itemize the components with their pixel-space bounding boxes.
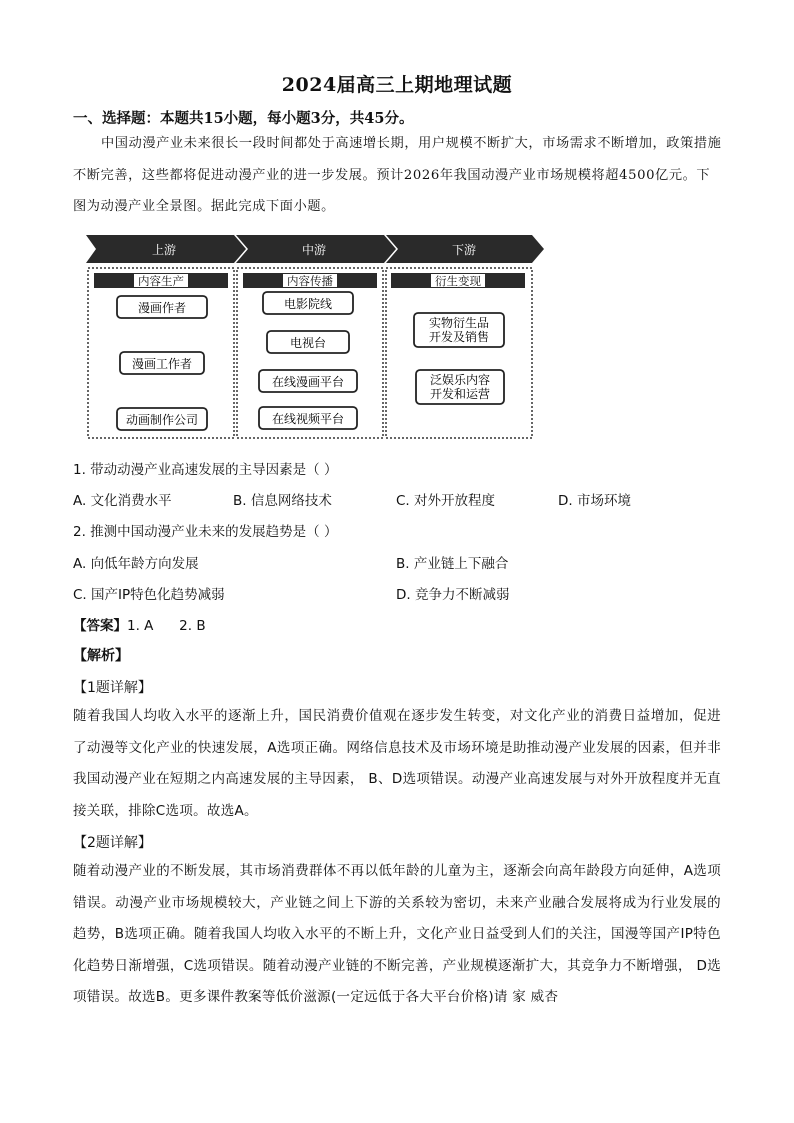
stage-label-midstream: 中游: [301, 243, 327, 257]
answer-tag: 【答案】: [73, 618, 127, 634]
question-2-option-b: B. 产业链上下融合: [396, 556, 509, 572]
question-2-option-c: C. 国产IP特色化趋势减弱: [73, 587, 225, 603]
svg-text:漫画工作者: 漫画工作者: [131, 357, 193, 371]
question-1-option-c: C. 对外开放程度: [396, 493, 496, 509]
intro-paragraph: 中国动漫产业未来很长一段时间都处于高速增长期，用户规模不断扩大，市场需求不断增加，政策措施不断完善，这些都将促进动漫产业的进一步发展。预计2026年我国动漫产业市场规模将超4500亿元。下图为动漫产业全景图。据此完成下面小题。: [73, 136, 722, 214]
header-label-midstream: 内容传播: [287, 274, 333, 288]
svg-text:电视台: 电视台: [289, 336, 327, 350]
svg-text:动画制作公司: 动画制作公司: [125, 413, 199, 427]
industry-chain-diagram: [86, 233, 546, 443]
header-label-upstream: 内容生产: [138, 274, 184, 288]
stage-label-upstream: 上游: [151, 243, 177, 257]
detail-2-text: 随着动漫产业的不断发展，其市场消费群体不再以低年龄的儿童为主，逐渐会向高年龄段方向延伸，A选项错误。动漫产业市场规模较大，产业链之间上下游的关系较为密切，未来产业融合发展将成为行业发展的趋势，B选项正确。随着我国人均收入水平的不断上升，文化产业日益受到人们的关注，国漫等国产IP特色化趋势日渐增强，C选项错误。随着动漫产业链的不断完善，产业规模逐渐扩大，其竞争力不断增强， D选项错误。故选B。更多课件教案等低价滋源(一定远低于各大平台价格)请 家 威杏: [73, 863, 721, 1005]
header-label-downstream: 衍生变现: [435, 274, 481, 288]
question-1-option-b: B. 信息网络技术: [233, 493, 332, 509]
section-heading: 一、选择题：本题共15小题，每小题3分，共45分。: [73, 110, 414, 127]
svg-text:开发和运营: 开发和运营: [429, 387, 491, 401]
question-1-option-a: A. 文化消费水平: [73, 493, 172, 509]
downstream-panel: [386, 268, 532, 438]
stage-label-downstream: 下游: [451, 243, 477, 257]
detail-2-label: 【2题详解】: [73, 835, 152, 851]
page-title: 2024届高三上期地理试题: [281, 74, 513, 96]
answer-line: [73, 614, 206, 634]
svg-text:在线视频平台: 在线视频平台: [271, 412, 345, 426]
detail-1-label: 【1题详解】: [73, 680, 152, 696]
answer-text: 1. A 2. B: [127, 618, 206, 634]
svg-text:在线漫画平台: 在线漫画平台: [271, 375, 345, 389]
svg-text:实物衍生品: 实物衍生品: [428, 316, 490, 330]
question-1-stem: 1. 带动动漫产业高速发展的主导因素是（ ）: [73, 462, 338, 478]
svg-text:漫画作者: 漫画作者: [137, 301, 187, 315]
analysis-label: 【解析】: [73, 648, 129, 664]
svg-text:电影院线: 电影院线: [283, 297, 333, 311]
svg-text:泛娱乐内容: 泛娱乐内容: [429, 373, 491, 387]
detail-1-text: 随着我国人均收入水平的逐渐上升，国民消费价值观在逐步发生转变，对文化产业的消费日益增加，促进了动漫等文化产业的快速发展，A选项正确。网络信息技术及市场环境是助推动漫产业发展的因素，但并非我国动漫产业在短期之内高速发展的主导因素， B、D选项错误。动漫产业高速发展与对外开放程度并无直接关联，排除C选项。故选A。: [73, 708, 721, 819]
question-1-option-d: D. 市场环境: [558, 493, 631, 509]
question-2-stem: 2. 推测中国动漫产业未来的发展趋势是（ ）: [73, 524, 338, 540]
svg-text:开发及销售: 开发及销售: [428, 330, 490, 344]
question-2-option-a: A. 向低年龄方向发展: [73, 556, 199, 572]
question-2-option-d: D. 竞争力不断减弱: [396, 587, 510, 603]
